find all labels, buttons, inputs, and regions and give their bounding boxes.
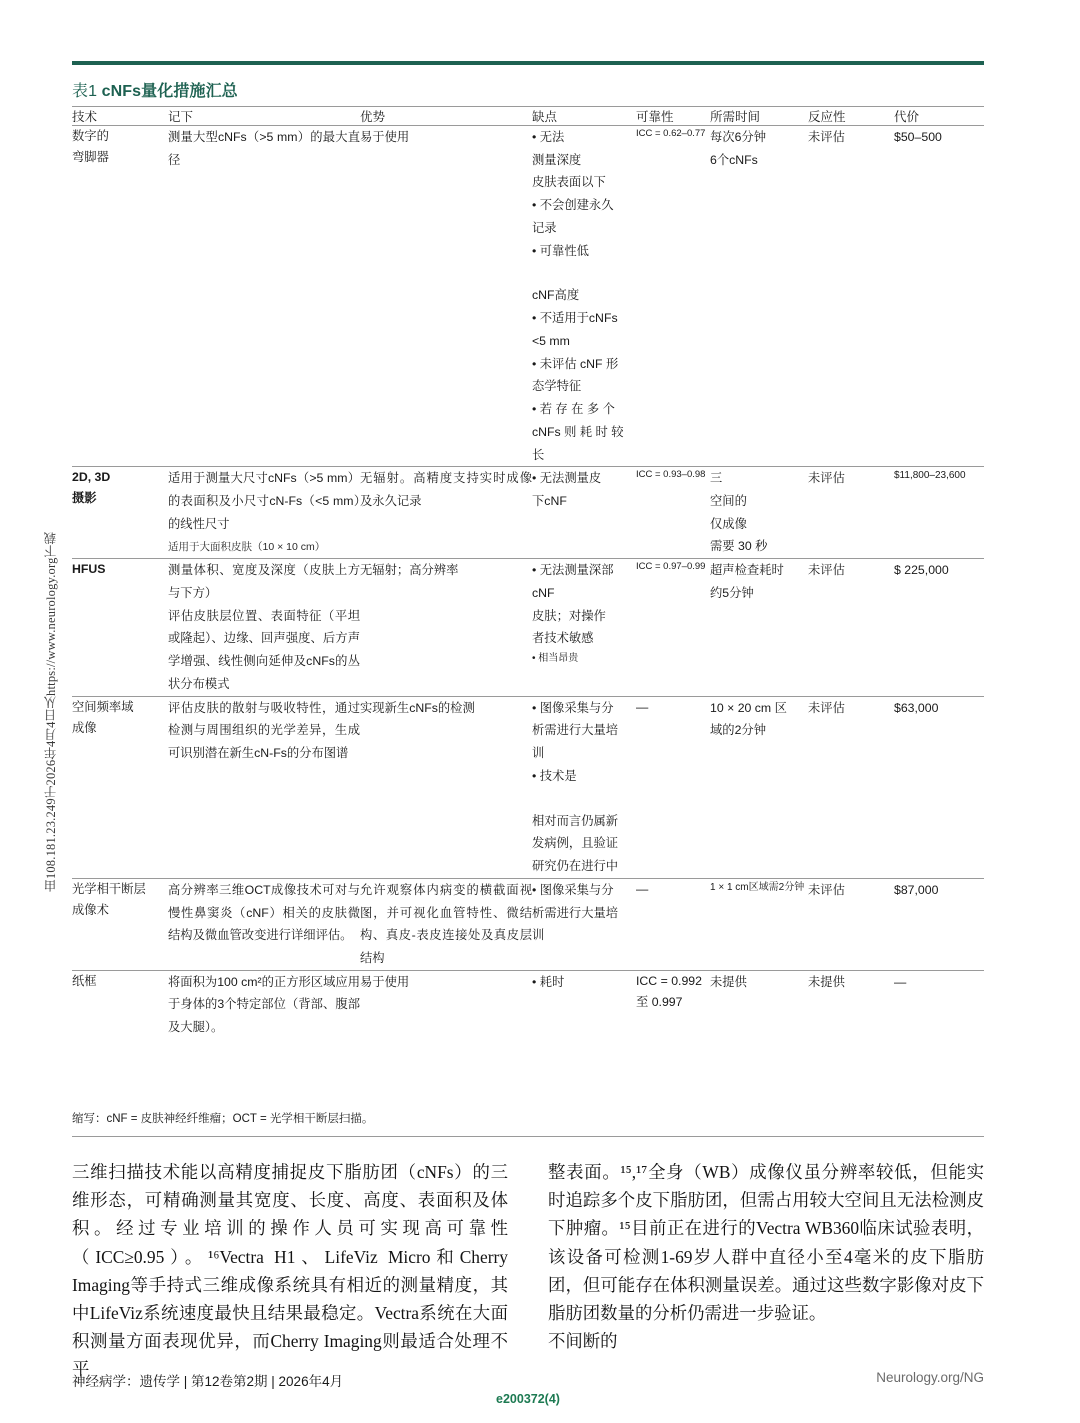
col-header-responsiveness: 反应性: [808, 107, 894, 126]
technique-label: [72, 697, 168, 739]
table-row: [72, 696, 984, 878]
disadvantage-line: 皮肤；对操作: [532, 608, 606, 623]
cell-disadvantage: [532, 126, 636, 467]
technique-label: [72, 559, 168, 580]
table-caption: [72, 78, 984, 101]
disadvantage-line: 长: [532, 447, 545, 462]
cell-time: [710, 559, 808, 696]
cell-technique: [72, 696, 168, 878]
advantage-text: 易于使用: [360, 974, 410, 989]
disadvantage-line: cNFs 则 耗 时 较: [532, 424, 624, 439]
body-paragraph-right: 整表面。¹⁵,¹⁷全身（WB）成像仪虽分辨率较低，但能实时追踪多个皮下脂肪团，但需占用较大空间且无法检测皮下肿瘤。¹⁵目前正在进行的Vectra WB360临床试验表明，该设备可检测1-69岁人群中直径小至4毫米的皮下脂肪团，但可能存在体积测量误差。通过这些数字影像对皮下脂肪团数量的分析仍需进一步验证。: [548, 1162, 984, 1323]
table-caption-text: cNFs量化措施汇总: [101, 83, 238, 100]
note-small-print: 适用于大面积皮肤（10 × 10 cm）: [168, 541, 326, 554]
time-line: 需要 30 秒: [710, 539, 768, 554]
table-header: [72, 107, 984, 126]
technique-line: HFUS: [72, 562, 106, 577]
cell-reliability: [636, 878, 710, 970]
technique-line: 光学相干断层: [72, 881, 146, 896]
disadvantage-line: • 不会创建永久: [532, 198, 614, 213]
cell-note: [168, 126, 360, 467]
download-watermark: [34, 0, 68, 1423]
cell-reliability: [636, 126, 710, 467]
time-line: 未提供: [710, 974, 747, 989]
disadvantage-line: 发病例，且验证: [532, 836, 619, 851]
cost-value: $11,800–23,600: [894, 470, 966, 482]
body-text: [72, 1158, 984, 1384]
table-row: [72, 878, 984, 970]
cell-responsiveness: 未评估: [808, 559, 894, 696]
cell-responsiveness: 未评估: [808, 878, 894, 970]
table-row: [72, 467, 984, 559]
cost-value: $63,000: [894, 700, 939, 715]
note-paragraph: 测量大型cNFs（>5 mm）的最大直径: [168, 130, 360, 167]
disadvantage-spacer: [532, 262, 636, 284]
disadvantage-line: • 图像采集与分: [532, 700, 614, 715]
cell-time: [710, 970, 808, 1039]
disadvantage-line: 者技术敏感: [532, 631, 594, 646]
cell-note: [168, 467, 360, 559]
disadvantage-small-print: • 相当昂贵: [532, 653, 579, 665]
cell-responsiveness: 未评估: [808, 696, 894, 878]
cell-note: [168, 970, 360, 1039]
cell-advantage: [360, 559, 532, 696]
time-line: 三: [710, 471, 723, 486]
cell-note: [168, 878, 360, 970]
cell-reliability: [636, 467, 710, 559]
technique-line: 弯脚器: [72, 149, 109, 164]
cell-advantage: [360, 970, 532, 1039]
technique-line: 纸框: [72, 973, 97, 988]
disadvantage-line: 态学特征: [532, 379, 582, 394]
table-body: [72, 126, 984, 1039]
time-line: 仅成像: [710, 516, 747, 531]
cost-value: $ 225,000: [894, 563, 949, 578]
cost-value: —: [894, 974, 907, 989]
cell-disadvantage: [532, 878, 636, 970]
cell-note: [168, 696, 360, 878]
cell-advantage: [360, 696, 532, 878]
cell-cost: [894, 467, 984, 559]
reliability-value: ICC = 0.97–0.99: [636, 561, 706, 573]
col-header-reliability: 可靠性: [636, 107, 710, 126]
technique-label: [72, 971, 168, 992]
time-line: 约5分钟: [710, 585, 754, 600]
time-line: 超声检查耗时: [710, 563, 784, 578]
col-header-disadvantage: 缺点: [532, 107, 636, 126]
cell-responsiveness: 未提供: [808, 974, 845, 989]
disadvantage-line: • 无法测量皮: [532, 471, 602, 486]
table-header-row: [72, 107, 984, 126]
time-line: 域的2分钟: [710, 723, 767, 738]
note-paragraph: 适用于测量大尺寸cNFs（>5 mm）的表面积及小尺寸cN-Fs（<5 mm）的线性尺寸: [168, 471, 360, 531]
col-header-note: 记下: [168, 107, 360, 126]
time-line: 6个cNFs: [710, 152, 758, 167]
top-accent-rule: [72, 61, 984, 65]
download-watermark-text: 由108.181.23.249于2026年4月4日从https://www.neurology.org下载: [44, 531, 58, 892]
body-paragraph-left: 三维扫描技术能以高精度捕捉皮下脂肪团（cNFs）的三维形态，可精确测量其宽度、长度、高度、表面积及体积。经过专业培训的操作人员可实现高可靠性（ICC≥0.95）。¹⁶Vectra H1、LifeViz Micro和Cherry Imaging等手持式三维成像系统具有相近的测量精度，其中LifeViz系统速度最快且结果最稳定。Vectra系统在大面积测量方面表现优异，而Cherry Imaging则最适合处理不平: [72, 1162, 508, 1380]
disadvantage-line: 皮肤表面以下: [532, 175, 606, 190]
cell-time: [710, 878, 808, 970]
disadvantage-line: 析需进行大量培: [532, 905, 619, 920]
cell-note: [168, 559, 360, 696]
reliability-value: ICC = 0.62–0.77: [636, 128, 706, 139]
advantage-text: 无辐射；高分辨率: [360, 563, 459, 578]
body-column-right: [548, 1158, 984, 1384]
page-content: [72, 0, 984, 1423]
technique-line: 成像: [72, 720, 97, 735]
cell-cost: [894, 559, 984, 696]
technique-label: [72, 467, 168, 509]
note-paragraph: 测量体积、宽度及深度（皮肤上方与下方）: [168, 563, 360, 600]
technique-line: 2D, 3D: [72, 470, 111, 485]
cell-advantage: [360, 467, 532, 559]
cell-responsiveness: 未评估: [808, 126, 894, 467]
table-row: [72, 559, 984, 696]
disadvantage-line: 析需进行大量培: [532, 723, 619, 738]
table-row: [72, 126, 984, 467]
advantage-text: 无辐射。高精度支持实时成像及永久记录: [360, 471, 532, 509]
note-paragraph: 评估皮肤层位置、表面特征（平坦或隆起）、边缘、回声强度、后方声学增强、线性侧向延伸及cNFs的丛状分布模式: [168, 608, 360, 691]
body-orphan-line: 不间断的: [548, 1331, 618, 1352]
reliability-value: ICC = 0.93–0.98: [636, 469, 706, 481]
disadvantage-line: 下cNF: [532, 494, 567, 509]
disadvantage-line: <5 mm: [532, 333, 570, 348]
col-header-cost: 代价: [894, 107, 984, 126]
advantage-text: 易于使用: [360, 130, 410, 144]
disadvantage-line: 训: [532, 928, 545, 943]
cell-cost: [894, 970, 984, 1039]
disadvantage-line: • 若 存 在 多 个: [532, 402, 615, 417]
disadvantage-spacer: [532, 788, 636, 810]
cell-technique: [72, 970, 168, 1039]
cell-technique: [72, 878, 168, 970]
cell-cost: [894, 696, 984, 878]
technique-line: 空间频率域: [72, 699, 134, 714]
cell-advantage: [360, 126, 532, 467]
disadvantage-line: • 不适用于cNFs: [532, 311, 618, 326]
disadvantage-line: • 无法: [532, 130, 565, 144]
advantage-text: 允许观察体内病变的横截面视图，并可视化血管特性、微结构、真皮-表皮连接处及真皮层结构: [360, 882, 532, 965]
reliability-value: —: [636, 881, 649, 896]
summary-table: [72, 106, 984, 1039]
technique-label: [72, 126, 168, 168]
time-line: 10 × 20 cm 区: [710, 700, 787, 715]
body-column-left: [72, 1158, 508, 1384]
disadvantage-line: • 图像采集与分: [532, 882, 614, 897]
table-caption-label: 表1: [72, 83, 102, 100]
disadvantage-line: 测量深度: [532, 152, 582, 167]
disadvantage-line: • 可靠性低: [532, 243, 589, 258]
cell-time: [710, 467, 808, 559]
footer-journal-info: 神经病学：遗传学 | 第12卷第2期 | 2026年4月: [72, 1374, 344, 1389]
reliability-value: —: [636, 699, 649, 714]
technique-line: 数字的: [72, 129, 109, 143]
col-header-time: 所需时间: [710, 107, 808, 126]
disadvantage-line: cNF高度: [532, 288, 580, 303]
cell-cost: [894, 126, 984, 467]
technique-label: [72, 879, 168, 921]
cell-disadvantage: [532, 696, 636, 878]
disadvantage-line: 记录: [532, 220, 557, 235]
table-footnote: 缩写：cNF = 皮肤神经纤维瘤；OCT = 光学相干断层扫描。: [72, 1110, 984, 1137]
cell-advantage: [360, 878, 532, 970]
footer-article-id: e200372(4): [496, 1392, 560, 1406]
advantage-text: 实现新生cNFs的检测: [360, 700, 475, 715]
disadvantage-line: 相对而言仍属新: [532, 813, 619, 828]
cost-value: $87,000: [894, 882, 939, 897]
cell-reliability: [636, 970, 710, 1039]
cost-value: $50–500: [894, 130, 942, 144]
cell-time: [710, 696, 808, 878]
note-paragraph: 将面积为100 cm²的正方形区域应用于身体的3个特定部位（背部、腹部及大腿）。: [168, 974, 360, 1035]
cell-responsiveness: 未评估: [808, 467, 894, 559]
cell-reliability: [636, 559, 710, 696]
cell-disadvantage: [532, 467, 636, 559]
col-header-technique: 技术: [72, 107, 168, 126]
time-line: 1 × 1 cm区域需2分钟: [710, 881, 805, 893]
technique-line: 摄影: [72, 491, 97, 506]
disadvantage-line: • 无法测量深部: [532, 563, 614, 578]
cell-time: [710, 126, 808, 467]
cell-technique: [72, 467, 168, 559]
disadvantage-line: • 耗时: [532, 974, 565, 989]
note-paragraph: 高分辨率三维OCT成像技术可对与慢性鼻窦炎（cNF）相关的皮肤微结构及微血管改变进行详细评估。: [168, 882, 360, 943]
disadvantage-line: cNF: [532, 585, 555, 600]
disadvantage-line: • 未评估 cNF 形: [532, 356, 619, 371]
cell-technique: [72, 126, 168, 467]
col-header-advantage: 优势: [360, 107, 532, 126]
disadvantage-line: 研究仍在进行中: [532, 859, 619, 874]
cell-disadvantage: [532, 559, 636, 696]
note-paragraph: 评估皮肤的散射与吸收特性，通过检测与周围组织的光学差异，生成可识别潜在新生cN-Fs的分布图谱: [168, 700, 360, 761]
cell-cost: [894, 878, 984, 970]
cell-reliability: [636, 696, 710, 878]
footer-site-link[interactable]: Neurology.org/NG: [876, 1370, 984, 1385]
technique-line: 成像术: [72, 902, 109, 917]
disadvantage-line: • 技术是: [532, 768, 577, 783]
cell-disadvantage: [532, 970, 636, 1039]
disadvantage-line: 训: [532, 746, 545, 761]
reliability-value: ICC = 0.992 至 0.997: [636, 973, 702, 1009]
time-line: 空间的: [710, 494, 747, 509]
cell-technique: [72, 559, 168, 696]
time-line: 每次6分钟: [710, 130, 767, 144]
table-row: [72, 970, 984, 1039]
